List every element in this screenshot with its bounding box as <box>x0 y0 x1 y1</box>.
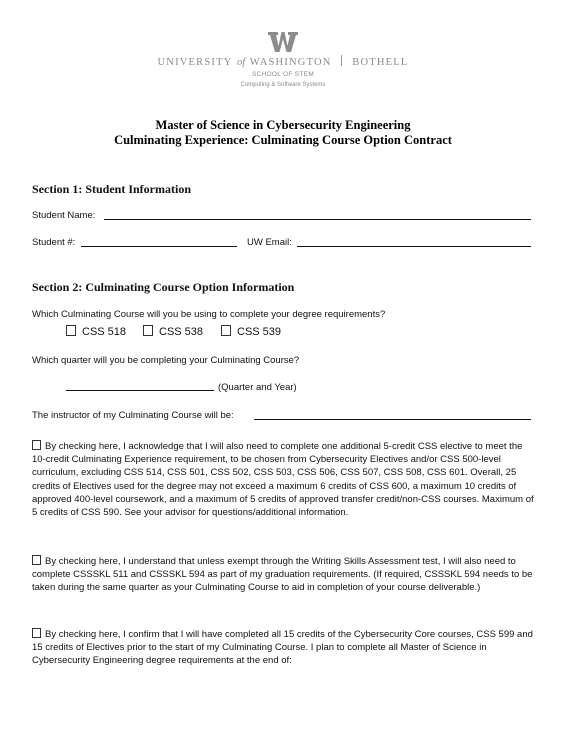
uw-email-label: UW Email: <box>247 237 292 248</box>
acknowledgement-text: By checking here, I acknowledge that I will also need to complete one additional 5-credit CSS elective to meet the 10-credit Culminating Experience requirement, to be chosen from Cybersecurity Electives and/or CSS 500-level curriculum, excluding CSS 514, CSS 501, CSS 502, CSS 503, CSS 506, CSS 507, CSS 508, CSS 601. Overall, 25 credits of Electives used for the degree may not exceed a maximum 6 credits of CSS 600, a maximum 10 credits of approved 400-level coursework, and a maximum of 5 credits of approved transfer credit/non-CSS courses. Maximum of 5 credits of CSS 590. See your advisor for questions/additional information. <box>32 441 534 519</box>
university-wordmark <box>0 55 566 68</box>
washington-word: WASHINGTON <box>249 57 332 68</box>
option-css-538[interactable] <box>143 325 203 338</box>
section1-heading: Section 1: Student Information <box>32 182 192 196</box>
uw-w-logo-icon <box>268 31 298 53</box>
option-css-539[interactable] <box>221 325 281 338</box>
document-subtitle: Culminating Experience: Culminating Course Option Contract <box>114 133 452 147</box>
acknowledgement-writing-skills <box>32 555 537 595</box>
acknowledgement-elective <box>32 440 537 519</box>
wordmark-divider <box>341 55 342 66</box>
quarter-hint: (Quarter and Year) <box>218 382 297 393</box>
checkbox-icon[interactable] <box>32 440 41 450</box>
student-id-field[interactable] <box>81 246 237 247</box>
checkbox-icon[interactable] <box>143 325 153 336</box>
instructor-label: The instructor of my Culminating Course will be: <box>32 410 234 421</box>
quarter-question: Which quarter will you be completing your Culminating Course? <box>32 355 300 366</box>
option-label: CSS 539 <box>237 326 282 338</box>
acknowledgement-text: By checking here, I understand that unless exempt through the Writing Skills Assessment test, I will also need to complete CSSSKL 511 and CSSSKL 594 as part of my graduation requirements. (If required, CSSSKL 594 needs to be taken during the same quarter as your Culminating Course to aid in completion of your course deliverable.) <box>32 556 533 594</box>
checkbox-icon[interactable] <box>221 325 231 336</box>
uw-email-field[interactable] <box>297 246 531 247</box>
school-name: SCHOOL OF STEM <box>251 71 315 78</box>
quarter-field[interactable] <box>66 390 214 391</box>
campus-word: BOTHELL <box>352 57 409 68</box>
checkbox-icon[interactable] <box>66 325 76 336</box>
student-name-label: Student Name: <box>32 210 96 221</box>
option-label: CSS 538 <box>159 326 204 338</box>
division-name: Computing & Software Systems <box>240 82 326 88</box>
student-name-field[interactable] <box>104 219 531 220</box>
course-question: Which Culminating Course will you be using to complete your degree requirements? <box>32 309 386 320</box>
checkbox-icon[interactable] <box>32 628 41 638</box>
acknowledgement-text: By checking here, I confirm that I will have completed all 15 credits of the Cybersecurity Core courses, CSS 599 and 15 credits of Electives prior to the start of my Culminating Course. I plan to complete all Master of Science in Cybersecurity Engineering degree requirements at the end of: <box>32 629 533 667</box>
option-label: CSS 518 <box>82 326 127 338</box>
of-word: of <box>236 57 246 68</box>
university-word: UNIVERSITY <box>157 57 233 68</box>
option-css-518[interactable] <box>66 325 126 338</box>
acknowledgement-core-courses <box>32 628 537 668</box>
section2-heading: Section 2: Culminating Course Option Information <box>32 280 295 294</box>
checkbox-icon[interactable] <box>32 555 41 565</box>
instructor-field[interactable] <box>254 419 531 420</box>
document-title: Master of Science in Cybersecurity Engineering <box>155 118 411 132</box>
student-id-label: Student #: <box>32 237 76 248</box>
